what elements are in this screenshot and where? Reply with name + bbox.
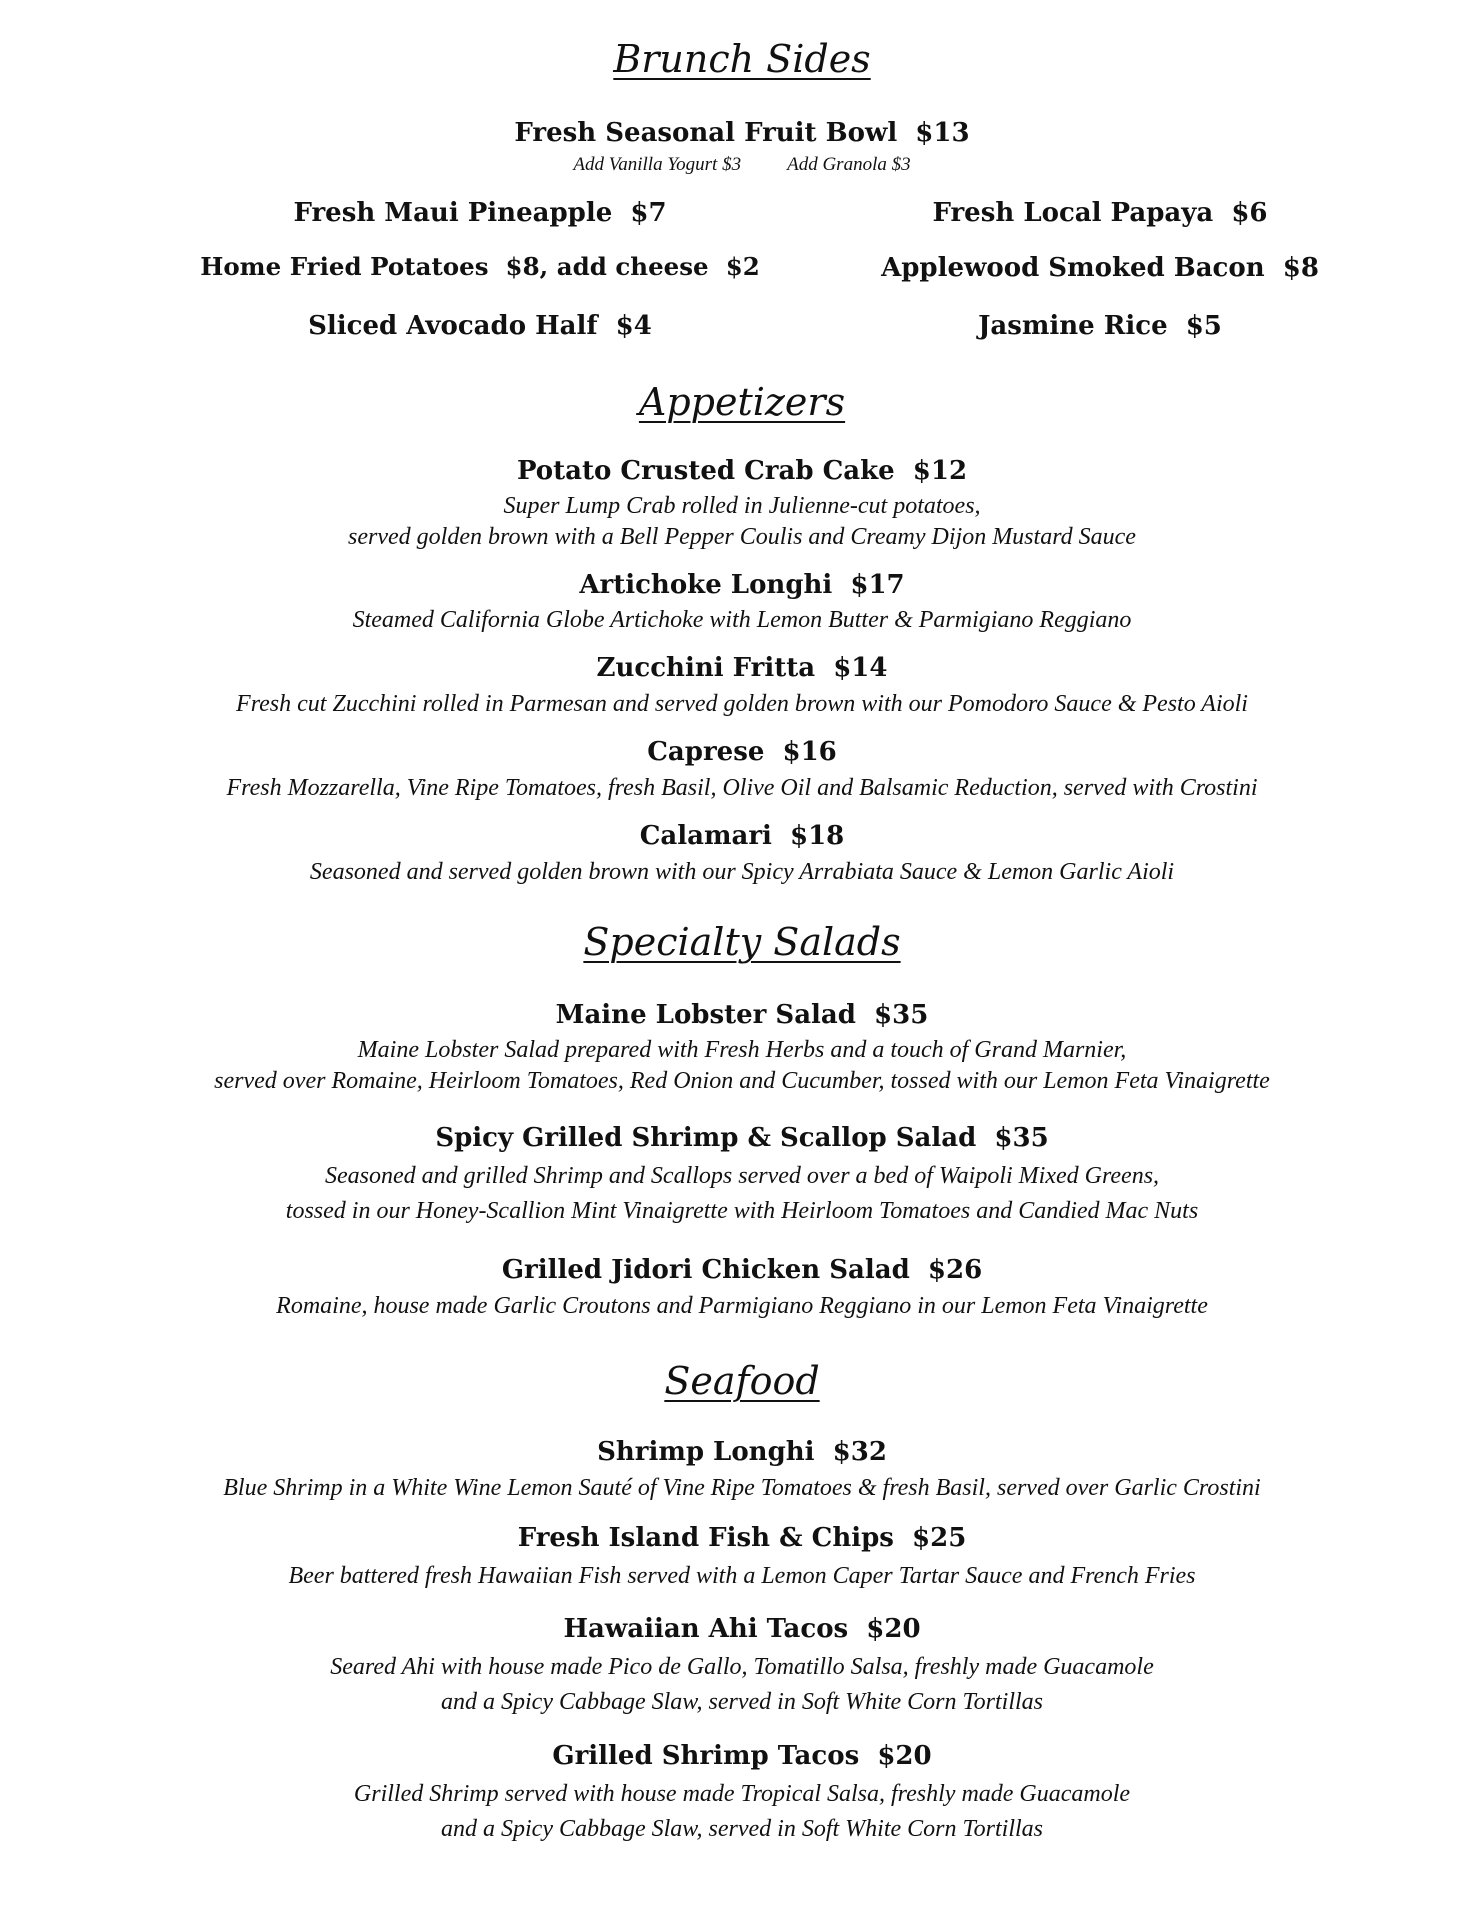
seafood-desc: Beer battered fresh Hawaiian Fish served with a Lemon Caper Tartar Sauce and French Fries: [288, 1563, 1196, 1589]
seafood-desc: and a Spicy Cabbage Slaw, served in Soft White Corn Tortillas: [441, 1816, 1043, 1842]
fruit-bowl-addons: [0, 155, 1484, 174]
brunch-sides-title: Brunch Sides: [613, 37, 871, 81]
salad-desc: Romaine, house made Garlic Croutons and Parmigiano Reggiano in our Lemon Feta Vinaigrette: [276, 1293, 1208, 1319]
side-item-right: Jasmine Rice $5: [978, 311, 1222, 341]
appetizer-name: Caprese $16: [647, 737, 837, 767]
salad-desc: tossed in our Honey-Scallion Mint Vinaigrette with Heirloom Tomatoes and Candied Mac Nuts: [285, 1198, 1199, 1224]
seafood-name: Hawaiian Ahi Tacos $20: [563, 1614, 921, 1644]
side-item-right: Applewood Smoked Bacon $8: [881, 253, 1319, 283]
appetizer-desc: Steamed California Globe Artichoke with Lemon Butter & Parmigiano Reggiano: [352, 607, 1132, 633]
fruit-bowl-item: Fresh Seasonal Fruit Bowl $13: [514, 118, 970, 148]
appetizer-desc: served golden brown with a Bell Pepper Coulis and Creamy Dijon Mustard Sauce: [348, 524, 1136, 550]
appetizer-name: Zucchini Fritta $14: [596, 653, 888, 683]
salad-name: Spicy Grilled Shrimp & Scallop Salad $35: [435, 1123, 1049, 1153]
salad-desc: served over Romaine, Heirloom Tomatoes, Red Onion and Cucumber, tossed with our Lemon Feta Vinaigrette: [214, 1068, 1270, 1094]
side-item-left: Home Fried Potatoes $8, add cheese $2: [200, 252, 760, 281]
seafood-name: Shrimp Longhi $32: [597, 1437, 887, 1467]
seafood-desc: Seared Ahi with house made Pico de Gallo, Tomatillo Salsa, freshly made Guacamole: [330, 1654, 1154, 1680]
seafood-title: Seafood: [664, 1359, 820, 1403]
seafood-desc: Grilled Shrimp served with house made Tropical Salsa, freshly made Guacamole: [353, 1781, 1131, 1807]
salads-title: Specialty Salads: [583, 920, 901, 964]
seafood-name: Fresh Island Fish & Chips $25: [517, 1523, 967, 1553]
addon-yogurt: Add Vanilla Yogurt $3: [573, 154, 742, 175]
appetizer-desc: Fresh Mozzarella, Vine Ripe Tomatoes, fresh Basil, Olive Oil and Balsamic Reduction, served with Crostini: [226, 775, 1258, 801]
appetizer-desc: Fresh cut Zucchini rolled in Parmesan and served golden brown with our Pomodoro Sauce & Pesto Aioli: [236, 691, 1248, 717]
appetizer-desc: Seasoned and served golden brown with our Spicy Arrabiata Sauce & Lemon Garlic Aioli: [309, 859, 1175, 885]
appetizer-name: Calamari $18: [639, 821, 845, 851]
appetizer-name: Artichoke Longhi $17: [579, 570, 905, 600]
salad-name: Grilled Jidori Chicken Salad $26: [501, 1255, 983, 1285]
addon-granola: Add Granola $3: [787, 154, 911, 175]
salad-desc: Maine Lobster Salad prepared with Fresh Herbs and a touch of Grand Marnier,: [357, 1037, 1127, 1063]
seafood-desc: Blue Shrimp in a White Wine Lemon Sauté of Vine Ripe Tomatoes & fresh Basil, served over Garlic Crostini: [223, 1475, 1261, 1501]
appetizers-title: Appetizers: [638, 380, 846, 424]
appetizer-name: Potato Crusted Crab Cake $12: [516, 456, 968, 486]
seafood-desc: and a Spicy Cabbage Slaw, served in Soft White Corn Tortillas: [441, 1689, 1043, 1715]
salad-name: Maine Lobster Salad $35: [555, 1000, 929, 1030]
appetizer-desc: Super Lump Crab rolled in Julienne-cut potatoes,: [503, 493, 981, 519]
salad-desc: Seasoned and grilled Shrimp and Scallops served over a bed of Waipoli Mixed Greens,: [324, 1163, 1160, 1189]
side-item-right: Fresh Local Papaya $6: [932, 198, 1268, 228]
side-item-left: Fresh Maui Pineapple $7: [293, 198, 667, 228]
side-item-left: Sliced Avocado Half $4: [308, 311, 652, 341]
seafood-name: Grilled Shrimp Tacos $20: [552, 1741, 932, 1771]
